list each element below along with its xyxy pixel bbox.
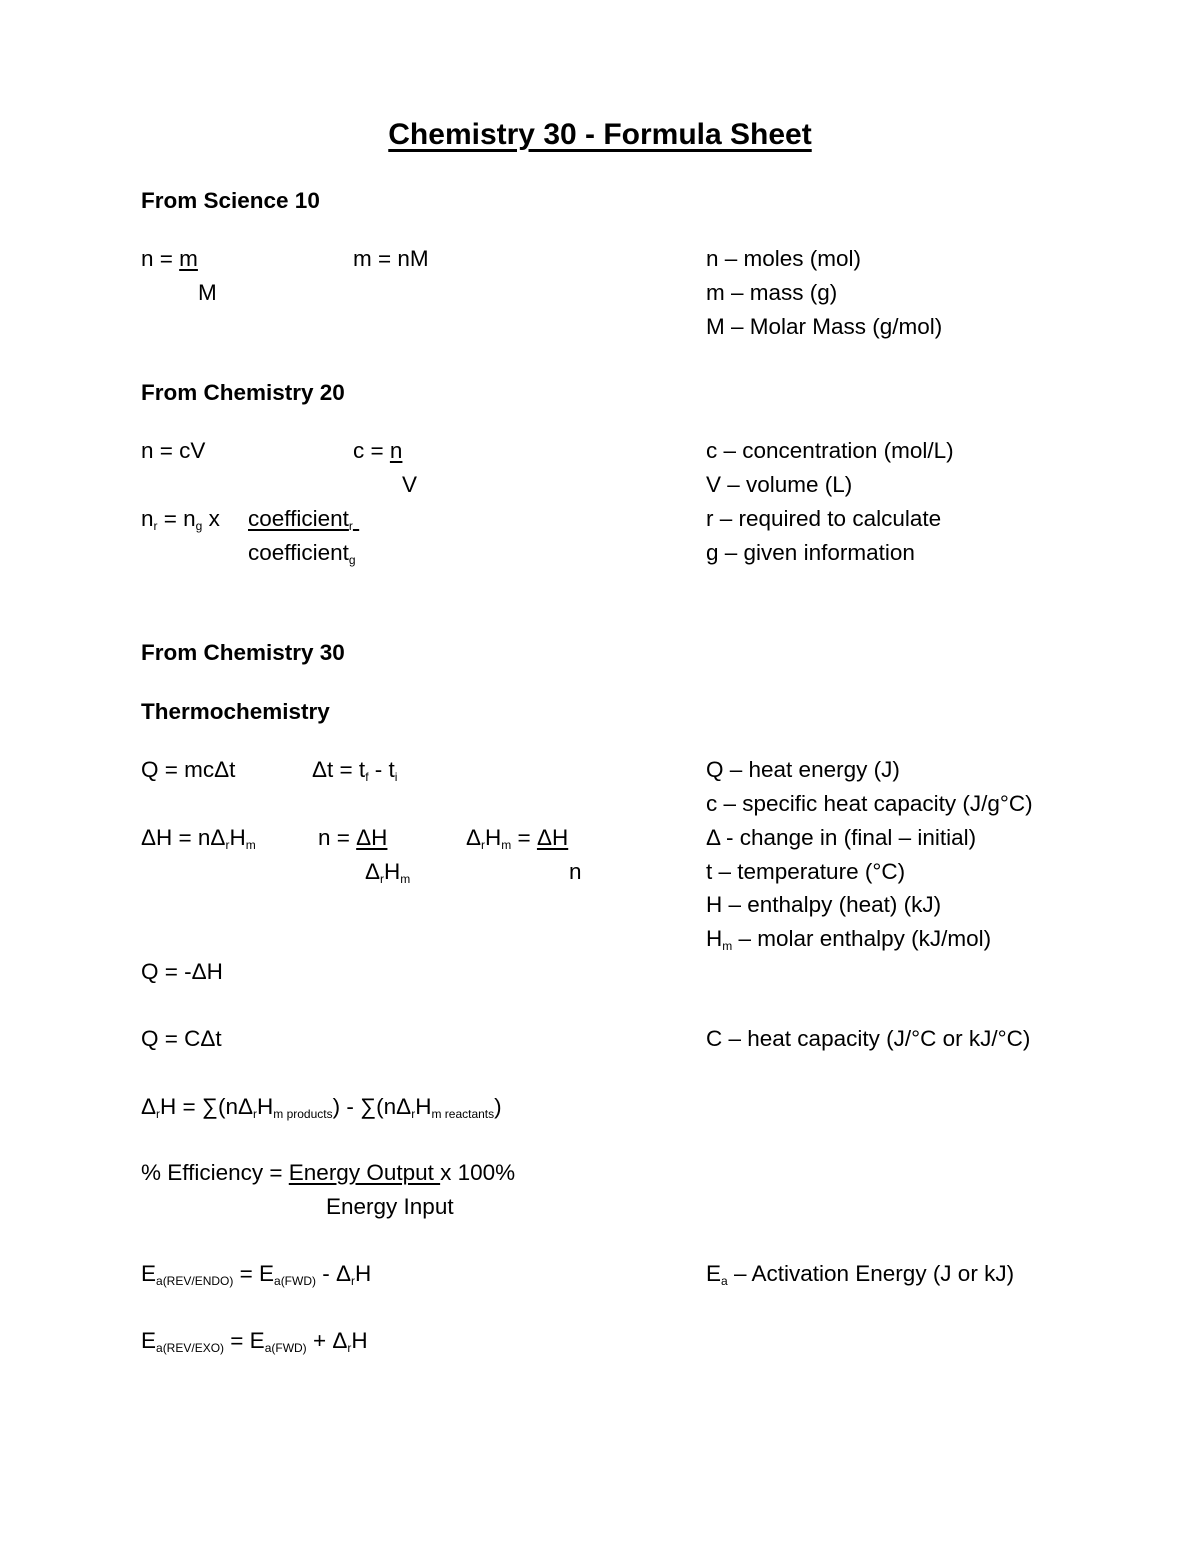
subscript: g: [348, 553, 356, 567]
subscript: a: [721, 1274, 728, 1288]
formula-text: x: [202, 506, 220, 531]
symbol-n: n: [141, 506, 154, 531]
formula-text: Δ: [466, 825, 482, 850]
formula-text: E: [706, 1261, 722, 1286]
formula-heat-capacity: Q = CΔt: [141, 1026, 222, 1051]
subscript: a(FWD): [274, 1274, 317, 1288]
formula-text: ): [494, 1094, 502, 1119]
fraction-numerator: ΔH: [536, 825, 569, 850]
formula-text: Δ: [365, 859, 381, 884]
formula-lhs: n =: [141, 246, 180, 271]
formula-text: = n: [157, 506, 196, 531]
formula-text: E: [141, 1328, 157, 1353]
fraction-numerator: [248, 508, 359, 531]
subscript: r: [411, 1107, 416, 1121]
fraction-numerator: ΔH: [356, 825, 388, 850]
legend-item: c – specific heat capacity (J/g°C): [706, 791, 1033, 816]
fraction-denominator: [248, 542, 356, 565]
formula-heat-enthalpy: Q = -ΔH: [141, 959, 223, 984]
formula-stoichiometry: [141, 508, 220, 531]
section-heading-chem20: From Chemistry 20: [141, 380, 345, 405]
formula-text: = E: [233, 1261, 275, 1286]
formula-text: H: [485, 825, 502, 850]
legend-item: Δ - change in (final – initial): [706, 825, 977, 850]
legend-item: Q – heat energy (J): [706, 757, 900, 782]
legend-item: [706, 928, 991, 951]
subsection-heading-thermo: Thermochemistry: [141, 699, 330, 724]
formula-text: =: [511, 825, 537, 850]
subscript: r: [225, 838, 230, 852]
formula-text: H: [355, 1261, 372, 1286]
formula-text: - t: [368, 757, 395, 782]
legend-item: r – required to calculate: [706, 506, 942, 531]
subscript: r: [348, 519, 353, 533]
formula-lhs: % Efficiency =: [141, 1160, 289, 1185]
formula-enthalpy-change: [141, 827, 256, 850]
formula-hess-law: [141, 1096, 502, 1119]
formula-text: H: [257, 1094, 274, 1119]
formula-lhs: c =: [353, 438, 390, 463]
formula-moles-from-mass: [141, 248, 198, 271]
legend-item: c – concentration (mol/L): [706, 438, 954, 463]
subscript: i: [394, 770, 398, 784]
subscript: a(REV/ENDO): [156, 1274, 234, 1288]
fraction-numerator: n: [389, 438, 403, 463]
legend-item: C – heat capacity (J/°C or kJ/°C): [706, 1026, 1031, 1051]
subscript: a(FWD): [264, 1341, 307, 1355]
subscript: r: [481, 838, 486, 852]
formula-activation-exo: [141, 1330, 368, 1353]
subscript: r: [380, 872, 385, 886]
subscript: m: [400, 872, 411, 886]
formula-activation-endo: [141, 1263, 371, 1286]
formula-text: H: [229, 825, 246, 850]
formula-text: coefficient: [248, 540, 349, 565]
fraction-denominator: [365, 861, 410, 884]
legend-item: V – volume (L): [706, 472, 853, 497]
formula-text: E: [141, 1261, 157, 1286]
subscript: r: [153, 519, 158, 533]
formula-text: x 100%: [440, 1160, 516, 1185]
subscript: m: [245, 838, 256, 852]
formula-text: Δ: [141, 1094, 157, 1119]
legend-item: [706, 1263, 1014, 1286]
formula-molar-enthalpy: [466, 827, 568, 850]
formula-mass: m = nM: [353, 246, 429, 271]
fraction-numerator: m: [179, 246, 198, 271]
subscript: m: [501, 838, 512, 852]
legend-item: t – temperature (°C): [706, 859, 906, 884]
legend-item: H – enthalpy (heat) (kJ): [706, 892, 942, 917]
subscript: r: [347, 1341, 352, 1355]
page-title: Chemistry 30 - Formula Sheet: [388, 118, 812, 151]
fraction-denominator: M: [198, 280, 217, 305]
formula-lhs: n =: [318, 825, 357, 850]
formula-text: – Activation Energy (J or kJ): [727, 1261, 1015, 1286]
subscript: m reactants: [431, 1107, 495, 1121]
formula-efficiency: [141, 1162, 515, 1185]
subscript: r: [253, 1107, 257, 1121]
subscript: f: [365, 770, 369, 784]
formula-text: + Δ: [306, 1328, 348, 1353]
formula-moles-from-concentration: n = cV: [141, 438, 206, 463]
subscript: r: [156, 1107, 161, 1121]
formula-text: = E: [224, 1328, 265, 1353]
legend-item: M – Molar Mass (g/mol): [706, 314, 943, 339]
formula-text: coefficient: [248, 506, 349, 531]
legend-item: m – mass (g): [706, 280, 838, 305]
formula-text: H: [384, 859, 401, 884]
fraction-denominator: V: [402, 472, 418, 497]
section-heading-chem30: From Chemistry 30: [141, 640, 345, 665]
formula-heat: Q = mcΔt: [141, 757, 236, 782]
subscript: a(REV/EXO): [156, 1341, 225, 1355]
formula-text: H: [415, 1094, 432, 1119]
subscript: g: [195, 519, 203, 533]
formula-text: - Δ: [316, 1261, 352, 1286]
fraction-numerator: Energy Output: [288, 1160, 441, 1185]
fraction-denominator: n: [569, 859, 582, 884]
formula-concentration: [353, 440, 402, 463]
formula-text: ΔH = nΔ: [141, 825, 226, 850]
legend-item: g – given information: [706, 540, 915, 565]
formula-text: ) - ∑(nΔ: [332, 1094, 412, 1119]
formula-text: H: [351, 1328, 368, 1353]
subscript: m products: [273, 1107, 333, 1121]
section-heading-science10: From Science 10: [141, 188, 320, 213]
formula-temperature-change: [312, 759, 397, 782]
formula-moles-from-enthalpy: [318, 827, 387, 850]
subscript: m: [722, 939, 733, 953]
formula-text: – molar enthalpy (kJ/mol): [732, 926, 992, 951]
formula-text: Δt = t: [312, 757, 366, 782]
formula-text: H = ∑(nΔ: [160, 1094, 253, 1119]
formula-text: H: [706, 926, 723, 951]
legend-item: n – moles (mol): [706, 246, 862, 271]
fraction-denominator: Energy Input: [326, 1194, 454, 1219]
subscript: r: [351, 1274, 356, 1288]
